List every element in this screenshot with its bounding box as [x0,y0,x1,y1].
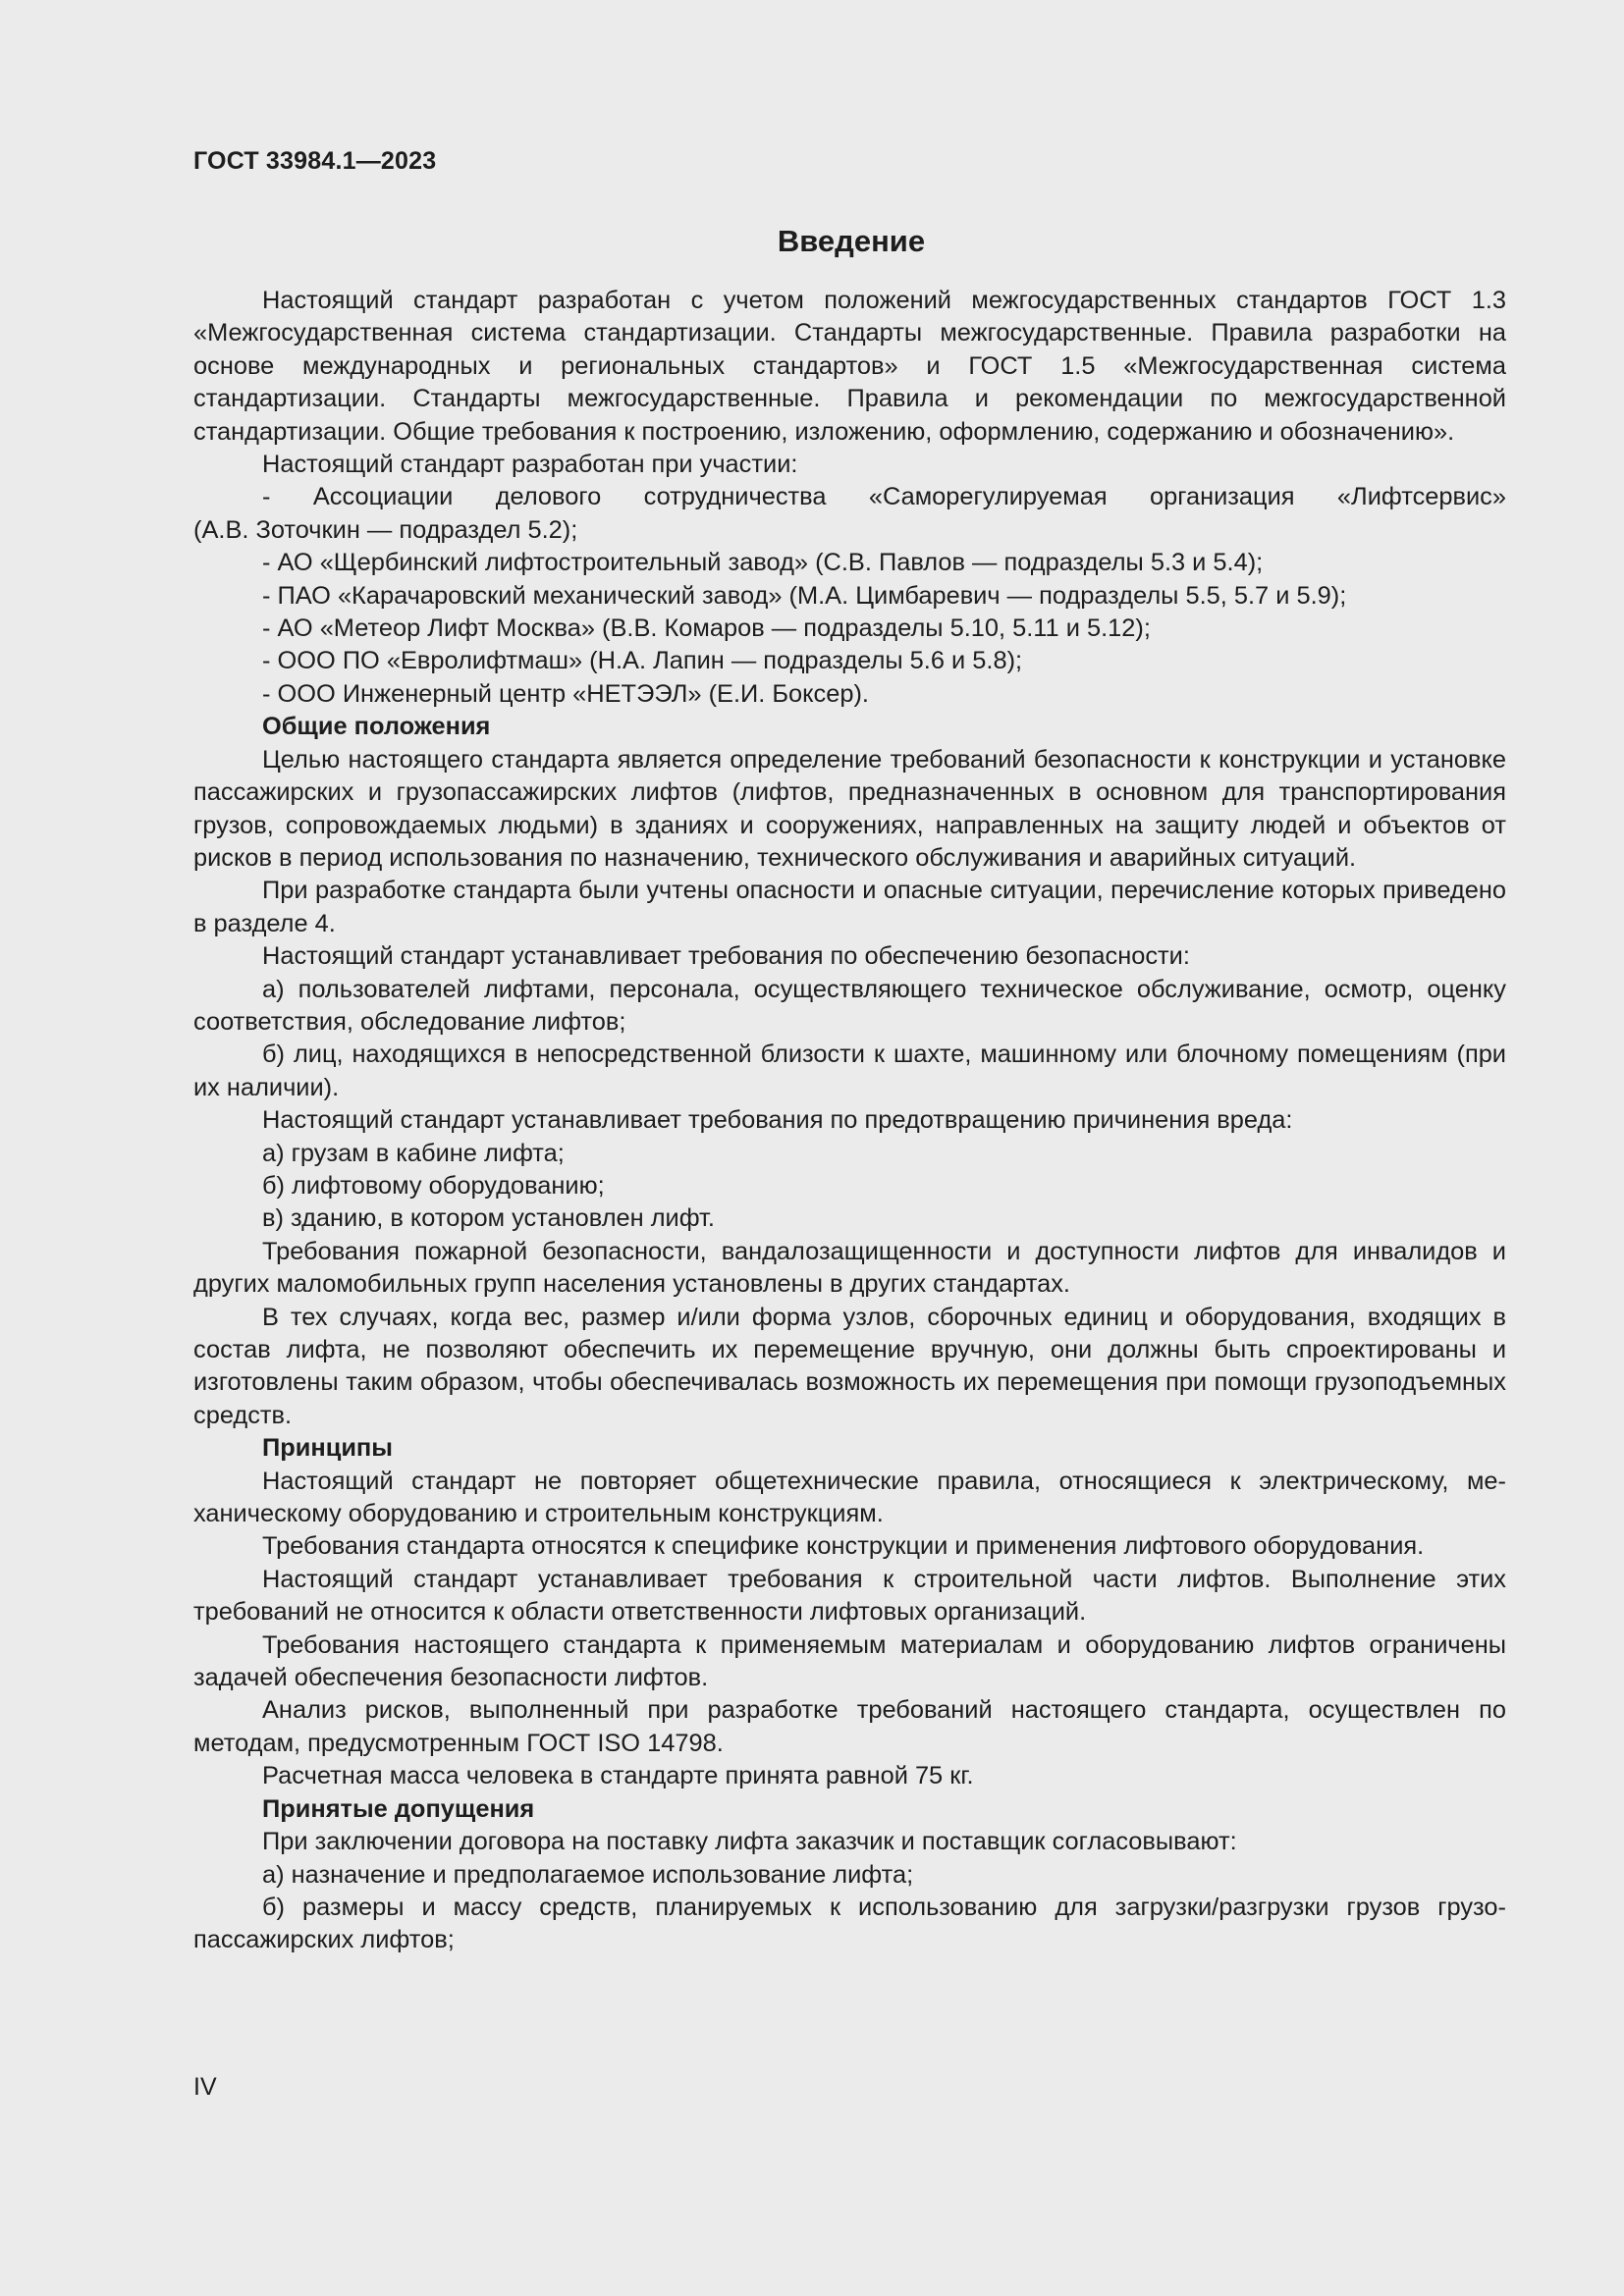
list-item: а) грузам в кабине лифта; [262,1139,565,1167]
page-number: IV [193,2073,217,2101]
list-item: в) зданию, в котором установлен лифт. [262,1204,715,1233]
list-item: - АО «Метеор Лифт Москва» (В.В. Комаров — подразделы 5.10, 5.11 и 5.12); [262,614,1151,643]
list-item: б) лифтовому оборудованию; [262,1171,605,1200]
list-item: - ПАО «Карачаровский механический завод» (М.А. Цимбаревич — подразделы 5.5, 5.7 и 5.9); [262,581,1347,610]
list-item: - ООО ПО «Евролифтмаш» (Н.А. Лапин — подразделы 5.6 и 5.8); [262,647,1023,675]
paragraph: Настоящий стандарт устанавливает требования по обеспечению безопасности: [262,942,1190,971]
paragraph: Настоящий стандарт устанавливает требования по предотвращению причинения вреда: [262,1106,1293,1135]
list-item: - ООО Инженерный центр «НЕТЭЭЛ» (Е.И. Боксер). [262,679,869,708]
subsection-heading: Общие положения [262,713,491,741]
list-item: - АО «Щербинский лифтостроительный завод» (С.В. Павлов — подразделы 5.3 и 5.4); [262,549,1264,577]
paragraph: Настоящий стандарт разработан при участии: [262,451,798,479]
list-item-continuation: (А.В. Зоточкин — подраздел 5.2); [193,515,578,544]
paragraph: Настоящий стандарт разработан с учетом положений межгосударственных стандартов ГОСТ 1.3 «Межгосударственная система стандартизации. Стандарты межгосударственные. Правила разработки на основе международных и региональных стандартов» и ГОСТ 1.5 «Межгосударственная система стандартизации. Стандарты межгосударственные. Правила и рекомендации по межгосударственной стандартизации. Общие требования к построению, изложению, оформлению, содержанию и обозначению». [193,287,1506,446]
section-title: Введение [777,224,926,258]
paragraph: Целью настоящего стандарта является определение требований безопасности к конструкции и установке пассажирских и грузопассажирских лифтов (лифтов, предназначенных в основном для транспортирования грузов, сопровождаемых людьми) в зданиях и сооружениях, направленных на защиту людей и объектов от рисков в период использования по назначению, технического обслуживания и аварийных ситуаций. [193,745,1506,872]
list-item: б) лиц, находящихся в непосредственной близости к шахте, машинному или блочному помещениям (при их наличии). [193,1041,1506,1101]
paragraph: Настоящий стандарт устанавливает требования к строительной части лифтов. Выполнение этих требований не относится к области ответственности лифтовых организаций. [193,1565,1506,1627]
paragraph: Требования настоящего стандарта к применяемым материалам и оборудованию лифтов ограничены задачей обеспечения безопасности лифтов. [193,1630,1506,1692]
list-item: а) назначение и предполагаемое использование лифта; [262,1860,914,1889]
document-body [193,285,1506,1957]
paragraph: Расчетная масса человека в стандарте принята равной 75 кг. [262,1762,974,1790]
document-id-header: ГОСТ 33984.1—2023 [193,147,437,175]
list-item: - Ассоциации делового сотрудничества «Саморегулируемая организация «Лифтсервис» [262,483,1506,511]
subsection-heading: Принципы [262,1434,393,1463]
list-item: а) пользователей лифтами, персонала, осуществляющего техническое обслуживание, осмотр, оценку соответствия, обследование лифтов; [193,975,1506,1036]
paragraph: Требования стандарта относятся к специфике конструкции и применения лифтового оборудования. [262,1532,1425,1561]
paragraph: При разработке стандарта были учтены опасности и опасные ситуации, перечисление которых приведено в разделе 4. [193,877,1506,937]
paragraph: При заключении договора на поставку лифта заказчик и поставщик согласовывают: [262,1828,1237,1856]
paragraph: Анализ рисков, выполненный при разработке требований настоящего стандарта, осуществлен по методам, предусмотренным ГОСТ ISO 14798. [193,1696,1506,1757]
subsection-heading: Принятые допущения [262,1794,535,1823]
paragraph: В тех случаях, когда вес, размер и/или форма узлов, сборочных единиц и оборудования, входящих в состав лифта, не позволяют обеспечить их перемещение вручную, они должны быть спроектированы и изготовлены таким образом, чтобы обеспечивалась возможность их перемещения при помощи грузоподъемных средств. [193,1303,1506,1429]
paragraph: Требования пожарной безопасности, вандалозащищенности и доступности лифтов для инвалидов и других маломобильных групп населения установлены в других стандартах. [193,1237,1506,1299]
list-item: б) размеры и массу средств, планируемых к использованию для загрузки/разгрузки грузов грузопассажирских лифтов; [193,1893,1506,1954]
paragraph: Настоящий стандарт не повторяет общетехнические правила, относящиеся к электрическому, механическому оборудованию и строительным конструкциям. [193,1467,1506,1528]
